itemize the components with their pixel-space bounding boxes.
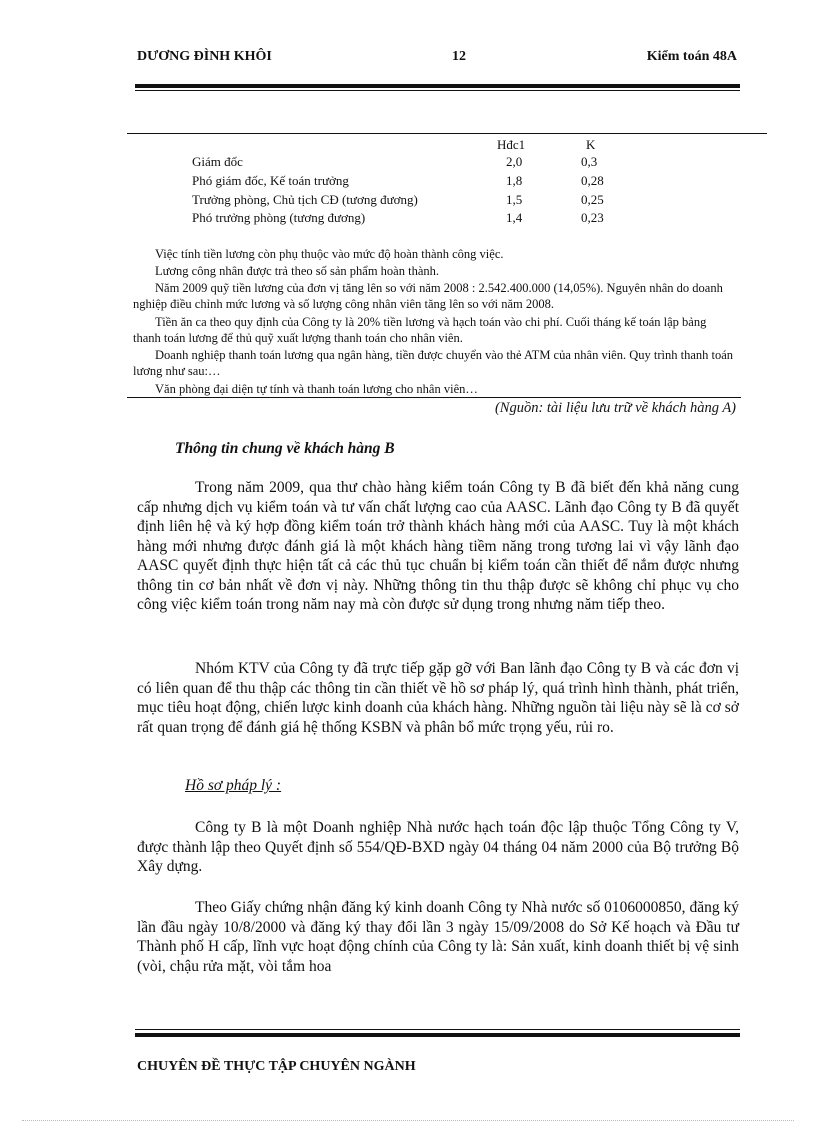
- header-class-name: Kiểm toán 48A: [646, 49, 737, 64]
- column-header-k: K: [586, 137, 596, 152]
- page-edge: [22, 1120, 794, 1121]
- row-hdc-value: 1,8: [506, 173, 523, 188]
- footer-title: CHUYÊN ĐỀ THỰC TẬP CHUYÊN NGÀNH: [137, 1059, 416, 1074]
- body-paragraph: Nhóm KTV của Công ty đã trực tiếp gặp gỡ với Ban lãnh đạo Công ty B và các đơn vị có liên quan để thu thập các thông tin cần thiết về hồ sơ pháp lý, quá trình hình thành, phát triển, mục tiêu hoạt động, chiến lược kinh doanh của khách hàng. Những nguồn tài liệu này sẽ là cơ sở rất quan trọng để đánh giá hệ thống KSBN và phân bổ mức trọng yếu, rủi ro.: [137, 660, 739, 736]
- note-line: Lương công nhân được trả theo số sản phẩm hoàn thành.: [155, 264, 439, 278]
- note-line: Việc tính tiền lương còn phụ thuộc vào mức độ hoàn thành công việc.: [155, 247, 504, 261]
- legal-paragraph: Công ty B là một Doanh nghiệp Nhà nước hạch toán độc lập thuộc Tổng Công ty V, được thành lập theo Quyết định số 554/QĐ-BXD ngày 04 tháng 04 năm 2000 của Bộ trưởng Bộ Xây dựng.: [137, 819, 739, 875]
- header-rule-thin: [135, 90, 740, 91]
- table-bottom-rule: [127, 397, 741, 398]
- row-hdc-value: 1,5: [506, 192, 523, 207]
- footer-rule: [135, 1033, 740, 1037]
- row-label: Giám đốc: [192, 154, 243, 169]
- row-label: Trưởng phòng, Chủ tịch CĐ (tương đương): [192, 192, 418, 207]
- note-paragraph: Doanh nghiệp thanh toán lương qua ngân hàng, tiền được chuyển vào thẻ ATM của nhân viên. Quy trình thanh toán lương như sau:…: [133, 348, 734, 378]
- footer-rule-thin: [135, 1029, 740, 1030]
- row-k-value: 0,28: [581, 173, 604, 188]
- body-paragraph: Trong năm 2009, qua thư chào hàng kiểm toán Công ty B đã biết đến khả năng cung cấp nhưng dịch vụ kiểm toán và tư vấn chất lượng cao của AASC. Lãnh đạo Công ty B đã quyết định liên hệ và ký hợp đồng kiểm toán trở thành khách hàng mới của AASC. Tuy là một khách hàng mới nhưng được đánh giá là một khách hàng tiềm năng trong tương lai vì vậy lãnh đạo AASC quyết định thực hiện tất cả các thủ tục chuẩn bị kiểm toán cần thiết để nắm được nhưng thông tin cơ bản nhất về đơn vị này. Những thông tin thu thập được sẽ không chỉ phục vụ cho công việc kiểm toán trong năm nay mà còn được sử dụng trong nhưng năm tiếp theo.: [137, 479, 739, 613]
- legal-paragraph: Theo Giấy chứng nhận đăng ký kinh doanh Công ty Nhà nước số 0106000850, đăng ký lần đầu ngày 10/8/2000 và đăng ký thay đổi lần 3 ngày 15/09/2008 do Sở Kế hoạch và Đầu tư Thành phố H cấp, lĩnh vực hoạt động chính của Công ty là: Sản xuất, kinh doanh thiết bị vệ sinh (vòi, chậu rửa mặt, vòi tắm hoa: [137, 899, 739, 975]
- source-note: (Nguồn: tài liệu lưu trữ về khách hàng A): [494, 400, 736, 416]
- legal-heading: Hồ sơ pháp lý :: [185, 777, 282, 794]
- row-label: Phó trưởng phòng (tương đương): [192, 210, 366, 225]
- page-number: 12: [452, 49, 466, 64]
- row-k-value: 0,3: [581, 154, 598, 169]
- table-top-rule: [127, 133, 767, 134]
- header-rule: [135, 84, 740, 88]
- header-author: DƯƠNG ĐÌNH KHÔI: [137, 49, 272, 64]
- table-row: [0, 210, 816, 228]
- note-paragraph: Tiền ăn ca theo quy định của Công ty là 20% tiền lương và hạch toán vào chi phí. Cuối tháng kế toán lập bảng thanh toán lương để thủ quỹ xuất lượng thanh toán cho nhân viên.: [133, 315, 707, 345]
- row-hdc-value: 1,4: [506, 210, 523, 225]
- table-row: [0, 154, 816, 172]
- table-row: [0, 192, 816, 210]
- note-line: Văn phòng đại diện tự tính và thanh toán lương cho nhân viên…: [155, 382, 478, 396]
- row-k-value: 0,23: [581, 210, 604, 225]
- note-paragraph: Năm 2009 quỹ tiền lương của đơn vị tăng lên so với năm 2008 : 2.542.400.000 (14,05%). Nguyên nhân do doanh nghiệp điều chỉnh mức lương và số lượng công nhân viên tăng lên so với năm 2008.: [133, 281, 723, 311]
- row-hdc-value: 2,0: [506, 154, 523, 169]
- row-label: Phó giám đốc, Kế toán trưởng: [192, 173, 349, 188]
- row-k-value: 0,25: [581, 192, 604, 207]
- table-row: [0, 173, 816, 191]
- column-header-hdc: Hđc1: [497, 137, 526, 152]
- section-title: Thông tin chung về khách hàng B: [175, 440, 395, 457]
